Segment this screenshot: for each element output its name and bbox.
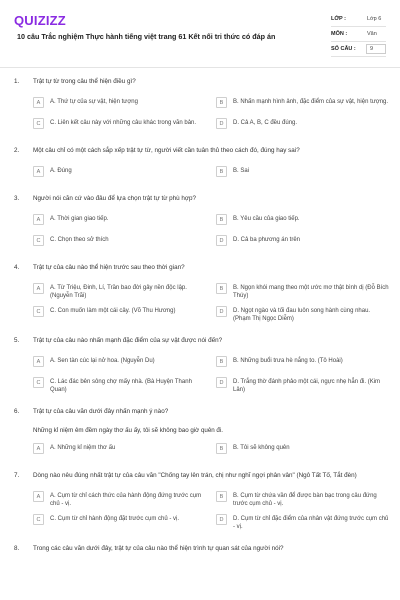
answer-option-d[interactable] [216,117,397,133]
answer-text: A. Thứ tự của sự vật, hiện tượng [50,99,138,105]
question-text: Dòng nào nêu đúng nhất trật tự của câu văn "Chống tay lên trán, chị như nghĩ ngợi phân vân" (Ngô Tất Tố, Tắt đèn) [33,472,357,479]
answer-option-b[interactable] [216,490,397,508]
answer-options [0,165,400,181]
answer-letter-box: D [216,377,227,388]
question-number: 8. [14,545,20,552]
question-item [0,472,400,531]
answer-option-c[interactable] [33,513,214,531]
answer-text: D. Cả A, B, C đều đúng. [233,120,298,126]
answer-letter-box: B [216,166,227,177]
question-number: 3. [14,195,20,202]
answer-letter-box: C [33,118,44,129]
answer-letter-box: B [216,97,227,108]
question-header [0,408,400,418]
question-header [0,545,400,555]
answer-text: B. Những buổi trưa hè nắng to. (Tô Hoài) [233,358,343,364]
meta-value: Văn [367,31,377,37]
question-number: 6. [14,408,20,415]
answer-text: A. Sen tàn cúc lại nở hoa. (Nguyễn Du) [50,358,155,364]
question-header [0,147,400,157]
meta-value [362,44,386,54]
answer-letter-box: B [216,283,227,294]
answer-letter-box: A [33,491,44,502]
answer-text: D. Ngọt ngào và tối đau luôn song hành cùng nhau. (Phạm Thị Ngọc Diễm) [233,308,371,322]
answer-option-a[interactable] [33,165,214,181]
answer-option-a[interactable] [33,213,214,229]
answer-option-d[interactable] [216,234,397,250]
question-item [0,195,400,250]
answer-text: C. Con muốn làm một cái cây. (Võ Thu Hương) [50,308,176,314]
answer-option-d[interactable] [216,513,397,531]
meta-value: Lớp 6 [367,16,382,22]
answer-letter-box: B [216,214,227,225]
answer-text: B. Nhấn mạnh hình ảnh, đặc điểm của sự vật, hiện tượng. [233,99,389,105]
answer-option-b[interactable] [216,355,397,371]
answer-text: B. Tôi sẽ không quên [233,445,290,451]
question-item [0,545,400,555]
question-number: 7. [14,472,20,479]
question-header [0,264,400,274]
question-text: Người nói căn cứ vào đâu để lựa chọn trật tự từ phù hợp? [33,195,197,202]
answer-options [0,213,400,250]
answer-option-b[interactable] [216,282,397,300]
question-item [0,78,400,133]
question-number: 5. [14,337,20,344]
answer-options [0,490,400,531]
answer-letter-box: A [33,166,44,177]
answer-text: C. Cụm từ chỉ hành động đặt trước cụm chủ - vị. [50,516,180,522]
answer-text: A. Thời gian giao tiếp. [50,216,109,222]
answer-text: C. Liên kết câu này với những câu khác trong văn bản. [50,120,197,126]
answer-text: A. Những kỉ niệm thơ ấu [50,445,116,451]
answer-letter-box: A [33,356,44,367]
answer-option-b[interactable] [216,213,397,229]
answer-option-b[interactable] [216,442,397,458]
question-header [0,78,400,88]
answer-option-d[interactable] [216,305,397,323]
question-item [0,337,400,394]
answer-text: B. Yêu cầu của giao tiếp. [233,216,300,222]
answer-letter-box: C [33,306,44,317]
answer-letter-box: C [33,235,44,246]
question-list [0,78,400,569]
question-count-box: 9 [366,44,386,54]
answer-text: A. Cụm từ chỉ cách thức của hành động đứng trước cụm chủ - vị. [50,493,202,507]
question-text: Trật tự từ trong câu thể hiện điều gì? [33,78,136,85]
answer-text: D. Cụm từ chỉ đặc điểm của nhân vật đứng trước cụm chủ - vị. [233,516,389,530]
answer-options [0,282,400,323]
answer-letter-box: B [216,356,227,367]
answer-option-d[interactable] [216,376,397,394]
answer-text: C. Chọn theo sở thích [50,237,109,243]
answer-letter-box: B [216,491,227,502]
answer-letter-box: D [216,514,227,525]
worksheet-title: 10 câu Trắc nghiệm Thực hành tiếng việt trang 61 Kết nối tri thức có đáp án [17,32,276,41]
answer-option-c[interactable] [33,305,214,323]
meta-row-question-count [331,42,386,57]
answer-letter-box: A [33,283,44,294]
answer-options [0,442,400,458]
question-item [0,147,400,181]
question-number: 4. [14,264,20,271]
question-quote: Những kỉ niệm êm đềm ngày thơ ấu ấy, tôi sẽ không bao giờ quên đi. [33,427,223,434]
answer-letter-box: D [216,118,227,129]
answer-option-a[interactable] [33,96,214,112]
question-text: Trật tự của câu văn dưới đây nhấn mạnh ý nào? [33,408,169,415]
answer-letter-box: A [33,443,44,454]
question-header [0,472,400,482]
answer-options [0,355,400,394]
answer-text: B. Cụm từ chứa vần để được bàn bạc trong câu đứng trước cụm chủ - vị. [233,493,377,507]
worksheet-header [0,0,400,68]
question-text: Trật tự của câu nào thể hiện trước sau theo thời gian? [33,264,185,271]
meta-row-subject [331,27,386,42]
question-number: 1. [14,78,20,85]
answer-text: A. Đúng [50,168,72,174]
answer-option-a[interactable] [33,282,214,300]
worksheet-meta [331,12,386,57]
question-item [0,264,400,323]
answer-letter-box: D [216,306,227,317]
answer-option-a[interactable] [33,490,214,508]
answer-option-b[interactable] [216,165,397,181]
answer-letter-box: D [216,235,227,246]
question-number: 2. [14,147,20,154]
answer-letter-box: A [33,97,44,108]
meta-key: MÔN : [331,31,348,37]
answer-option-c[interactable] [33,117,214,133]
answer-text: A. Từ Triệu, Đinh, Lí, Trần bao đời gây nền độc lập. (Nguyễn Trãi) [50,285,187,299]
answer-text: D. Cả ba phương án trên [233,237,300,243]
question-header [0,195,400,205]
question-text: Trong các câu văn dưới đây, trật tự của câu nào thể hiện trình tự quan sát của người nói? [33,545,284,552]
answer-letter-box: C [33,514,44,525]
answer-letter-box: C [33,377,44,388]
answer-option-a[interactable] [33,442,214,458]
answer-text: B. Sai [233,168,250,174]
answer-option-a[interactable] [33,355,214,371]
question-item [0,408,400,458]
answer-options [0,96,400,133]
answer-letter-box: A [33,214,44,225]
meta-key: SỐ CÂU : [331,46,356,52]
question-text: Trật tự của câu nào nhấn mạnh đặc điểm của sự vật được nói đến? [33,337,223,344]
answer-text: D. Trắng thờ đánh phảo một cái, ngực nhẹ hẳn đi. (Kim Lân) [233,379,381,393]
answer-text: C. Lác đác bên sông chợ mấy nhà. (Bà Huyện Thanh Quan) [50,379,192,393]
question-text: Một câu chỉ có một cách sắp xếp trật tự từ, người viết cần tuân thủ theo cách đó, đúng hay sai? [33,147,300,154]
answer-text: B. Ngọn khói mang theo một ước mơ thật bình dị (Đỗ Bích Thúy) [233,285,389,299]
quizizz-logo: QUIZIZZ [14,13,66,28]
answer-letter-box: B [216,443,227,454]
answer-option-c[interactable] [33,376,214,394]
meta-key: LỚP : [331,16,346,22]
question-header [0,337,400,347]
answer-option-b[interactable] [216,96,397,112]
meta-row-grade [331,12,386,27]
answer-option-c[interactable] [33,234,214,250]
